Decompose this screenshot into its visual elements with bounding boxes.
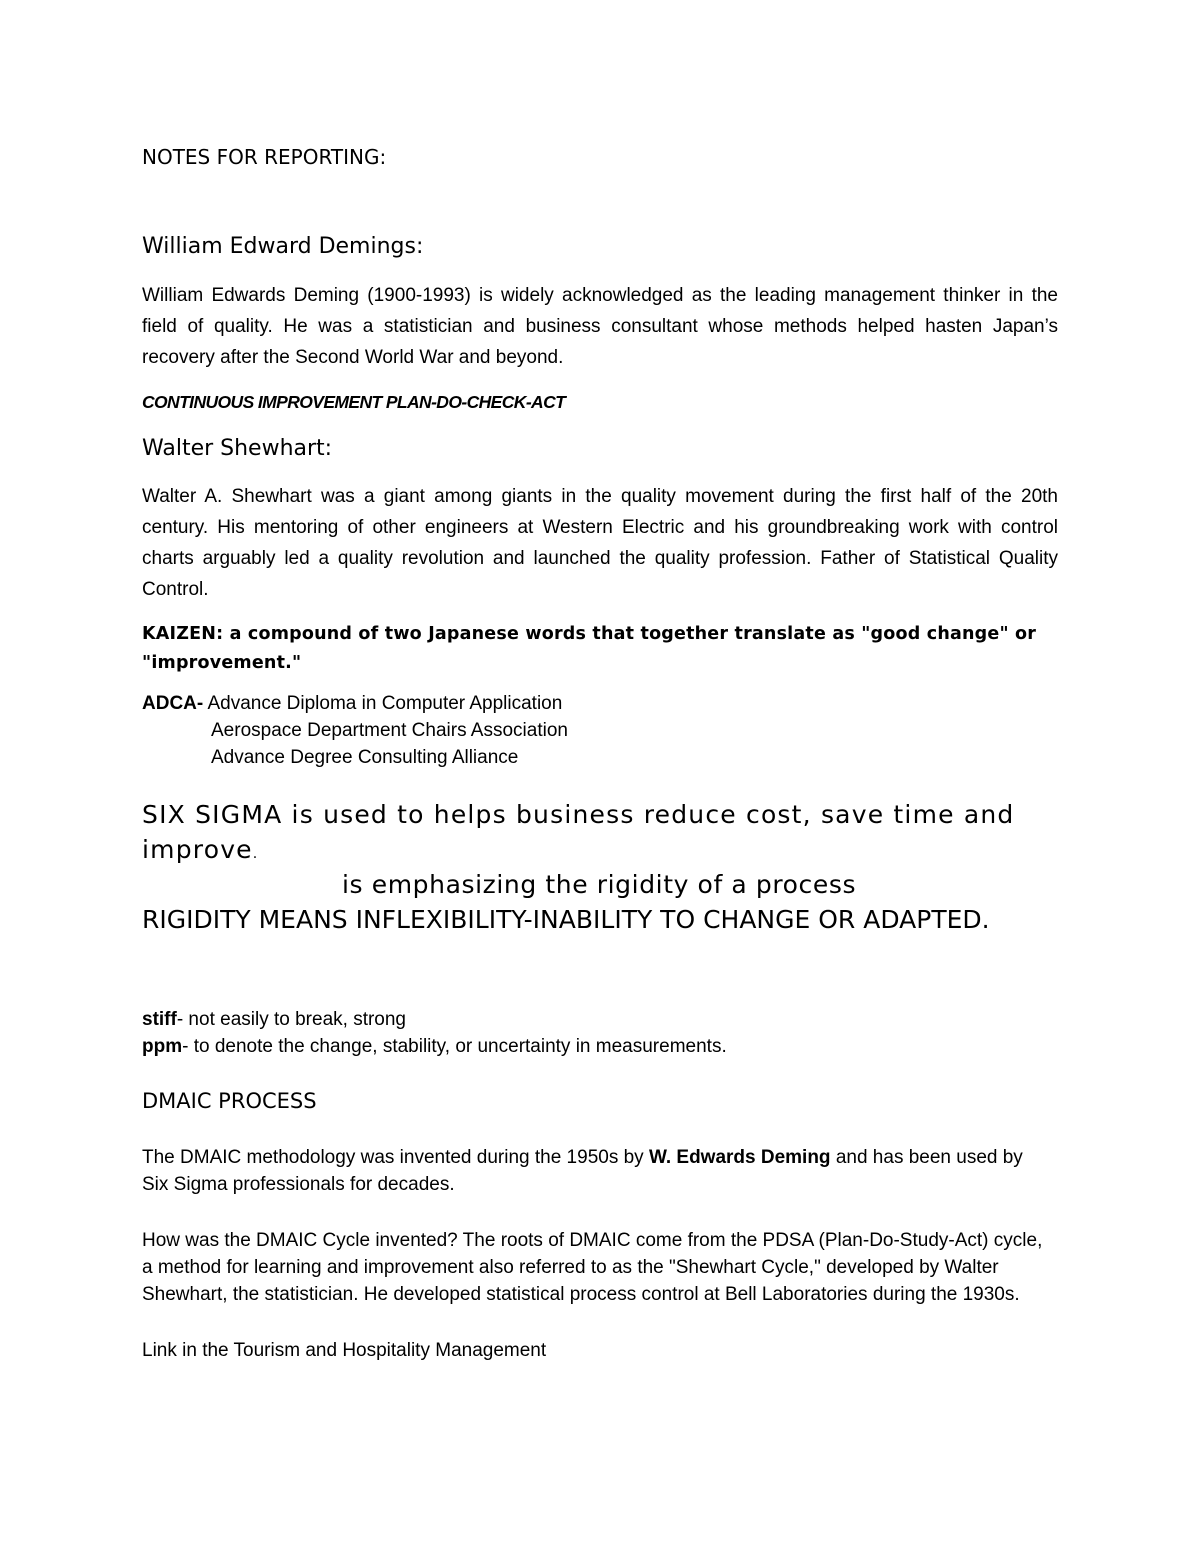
term-definition: - not easily to break, strong	[176, 1009, 406, 1030]
adca-line-1	[142, 690, 1058, 717]
six-sigma-text: SIX SIGMA is used to helps business reduce cost, save time and improve	[142, 800, 1015, 864]
deming-title: William Edward Demings:	[142, 234, 424, 259]
dmaic-p1-deming: W. Edwards Deming	[648, 1147, 831, 1168]
shewhart-paragraph: Walter A. Shewhart was a giant among giants in the quality movement during the first half of the 20th century. His mentoring of other engineers at Western Electric and his groundbreaking work with control charts arguably led a quality revolution and launched the quality profession. Father of Statistical Quality Control.	[142, 486, 1058, 600]
term-name: ppm	[142, 1036, 183, 1057]
term-definition: - to denote the change, stability, or uncertainty in measurements.	[182, 1036, 727, 1057]
deming-paragraph: William Edwards Deming (1900-1993) is widely acknowledged as the leading management thinker in the field of quality. He was a statistician and business consultant whose methods helped hasten Japan’s recovery after the Second World War and beyond.	[142, 285, 1058, 368]
term-ppm	[142, 1033, 1058, 1060]
continuous-improvement-heading: CONTINUOUS IMPROVEMENT PLAN-DO-CHECK-ACT	[142, 392, 566, 412]
kaizen-term: KAIZEN	[142, 624, 217, 644]
shewhart-title: Walter Shewhart:	[142, 436, 333, 461]
dmaic-p1-text-end: and has been used by Six Sigma professionals for decades.	[142, 1147, 1023, 1195]
term-name: stiff	[142, 1009, 177, 1030]
page-heading: NOTES FOR REPORTING:	[142, 145, 387, 169]
rigidity-definition: RIGIDITY MEANS INFLEXIBILITY-INABILITY TO CHANGE OR ADAPTED.	[142, 905, 990, 934]
adca-meaning: Advance Degree Consulting Alliance	[211, 747, 519, 768]
terms-list	[142, 1006, 1058, 1060]
rigidity-emphasis: is emphasizing the rigidity of a process	[342, 870, 857, 899]
adca-meaning: Aerospace Department Chairs Association	[211, 720, 568, 741]
dmaic-p1-text: The DMAIC methodology was invented during the 1950s by	[142, 1147, 649, 1168]
kaizen-text: : a compound of two Japanese words that together translate as "good change" or "improvement."	[142, 624, 1037, 673]
dmaic-paragraph-3: Link in the Tourism and Hospitality Management	[142, 1340, 547, 1361]
six-sigma-period: .	[252, 846, 259, 862]
kaizen-definition	[142, 620, 1058, 678]
term-stiff	[142, 1006, 1058, 1033]
adca-block	[142, 690, 1058, 771]
adca-term: ADCA-	[142, 693, 204, 714]
dmaic-paragraph-1	[142, 1144, 1047, 1198]
adca-meaning: Advance Diploma in Computer Application	[207, 693, 563, 714]
dmaic-title: DMAIC PROCESS	[142, 1089, 317, 1113]
six-sigma-statement	[142, 797, 1058, 872]
dmaic-paragraph-2: How was the DMAIC Cycle invented? The roots of DMAIC come from the PDSA (Plan-Do-Study-Act) cycle, a method for learning and improvement also referred to as the "Shewhart Cycle," developed by Walter Shewhart, the statistician. He developed statistical process control at Bell Laboratories during the 1930s.	[142, 1230, 1043, 1305]
